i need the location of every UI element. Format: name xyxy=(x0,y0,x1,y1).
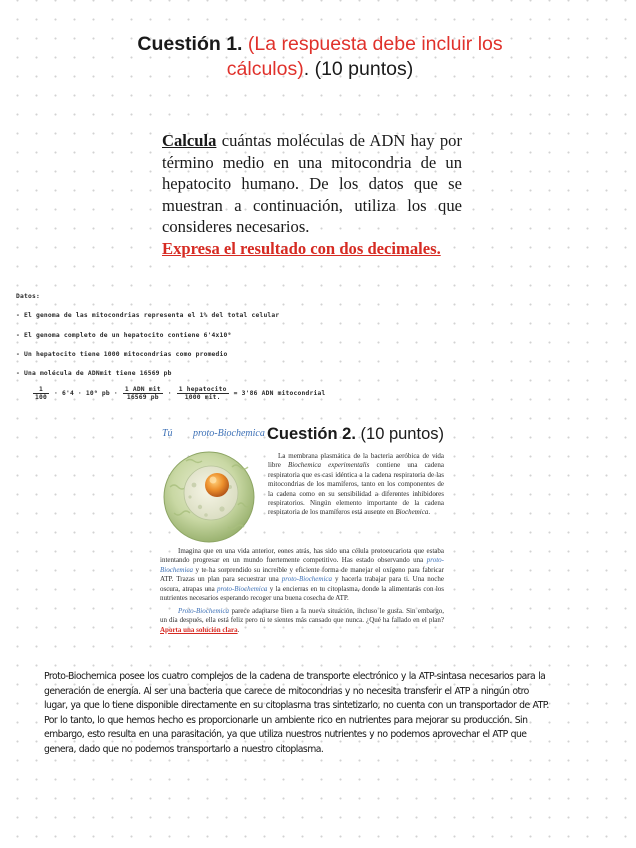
q2-title-label: Cuestión 2. xyxy=(267,425,356,443)
q2-p3-end: . xyxy=(237,625,240,634)
q2-p1-species: Biochemica experimentalis xyxy=(287,461,370,470)
calcula-keyword: Calcula xyxy=(162,131,217,150)
cell-illustration xyxy=(160,447,258,545)
fraction-hepatocyte xyxy=(177,386,229,401)
q1-title-requirement: (La respuesta debe incluir los cálculos) xyxy=(226,33,503,80)
question-1-statement xyxy=(162,130,462,259)
proto-biochemica-label: proto-Biochemica xyxy=(193,428,265,439)
cell-shape xyxy=(164,452,254,542)
q2-p2-text: y la encierras en tu citoplasma, donde la alimentarás con los nutrientes necesarios esperando recoger una buena cosecha de ATP. xyxy=(160,584,444,603)
note-item: - El genoma completo de un hepatocito contiene 6'4x10⁹ xyxy=(16,332,232,339)
q2-p3-term: Proto-Biochemica xyxy=(178,607,230,615)
q2-p2-term: proto-Biochemica xyxy=(217,584,268,593)
fraction-denominator: 100 xyxy=(35,394,47,401)
note-item: - El genoma de las mitocondrias representa el 1% del total celular xyxy=(16,312,280,319)
q1-title-label: Cuestión 1. xyxy=(137,33,243,55)
question-2-title xyxy=(267,425,444,444)
note-item: - Un hepatocito tiene 1000 mitocondrias como promedio xyxy=(16,351,228,358)
q2-p3-you: tú xyxy=(259,616,266,625)
q2-p2-term: proto-Biochemica xyxy=(281,575,333,584)
q1-instruction: Expresa el resultado con dos decimales. xyxy=(162,238,441,258)
calc-dot: · xyxy=(167,390,172,397)
fraction-denominator: 16569 pb xyxy=(126,394,159,401)
q2-p1-genus: Biochemica xyxy=(395,508,429,517)
q2-p2-term: proto-Biochemica xyxy=(160,556,444,574)
q1-title-points: . (10 puntos) xyxy=(303,58,414,80)
notes-title: Datos: xyxy=(16,293,40,300)
q2-title-points: (10 puntos) xyxy=(355,425,444,443)
q2-p2-text: y te ha sorprendido su increíble y eficiente forma de manejar el oxígeno para fabricar ATP. Trazas un plan para secuestrar una xyxy=(160,565,444,584)
tu-label: Tú xyxy=(162,428,173,439)
q2-paragraph-2 xyxy=(160,547,444,603)
fraction-numerator: 1 xyxy=(33,386,49,394)
fraction-numerator: 1 ADN mit xyxy=(124,386,161,393)
q2-p3-text: parece adaptarse bien a la nueva situación, incluso le gusta. Sin embargo, un día después, ella está feliz pero xyxy=(160,607,444,625)
q2-paragraph-1 xyxy=(268,452,444,518)
calc-result: = 3'86 ADN mitocondrial xyxy=(233,390,326,397)
note-item: - Una molécula de ADNmit tiene 16569 pb xyxy=(16,370,172,377)
q2-paragraph-3 xyxy=(160,607,444,635)
fraction-dna-per-bp xyxy=(123,386,163,401)
q2-p1-end: . xyxy=(428,508,431,517)
q2-p2-text: Imagina que en una vida anterior, eones atrás, has sido una célula protoeucariota que estaba intentando progresar en un mundo fuertemente competitivo. Has estado observando una xyxy=(160,547,444,565)
q2-p1-text: La membrana plasmática de la bacteria aeróbica de vida libre xyxy=(268,452,444,470)
calc-multiplier: · 6'4 · 10⁹ pb · xyxy=(53,390,118,397)
q2-solution-prompt: Aporta una solución clara xyxy=(160,625,238,634)
fraction-numerator: 1 hepatocito xyxy=(178,386,227,393)
q1-statement-text: cuántas moléculas de ADN hay por término medio en una mitocondria de un hepatocito humano. De los datos que se muestran a continuación, utiliza los que consideres necesarios. xyxy=(162,131,462,236)
answer-text: Proto-Biochemica posee los cuatro complejos de la cadena de transporte electrónico y la ATP-sintasa necesarios para la generación de energía. Al ser una bacteria que carece de mitocondrias y no necesita transferir el ATP a ningún otro lugar, ya que lo tiene disponible directamente en su citoplasma tras sintetizarlo, no cuenta con un transportador de ATP. Por lo tanto, lo que hemos hecho es proporcionarle un ambiente rico en nutrientes para mejorar su producción. Sin embargo, esto resulta en una parasitación, ya que utiliza nuestros nutrientes y no podemos aprovechar el ATP que genera, dado que no podemos transportarlo a nuestro citoplasma. xyxy=(44,671,549,755)
handwritten-calculation xyxy=(30,386,327,401)
q2-p2-text: y hacerla trabajar para ti. Una noche oscura, atrapas una xyxy=(160,575,445,593)
fraction-percent xyxy=(33,386,49,401)
question-1-title xyxy=(110,32,530,82)
fraction-denominator: 1000 mit. xyxy=(184,394,221,401)
q2-p1-text: contiene una cadena respiratoria que es casi idéntica a la cadena respiratoria de las mitocondrias de los mamíferos, tanto en los componentes de la cadena como en su sensibilidad a diferentes inhibidores respiratorios. Ningún elemento importante de la cadena respiratoria de los mamíferos está ausente en xyxy=(268,461,444,517)
q2-p3-text: te sientes más cansado que nunca. ¿Qué ha fallado en el plan? xyxy=(265,616,445,625)
